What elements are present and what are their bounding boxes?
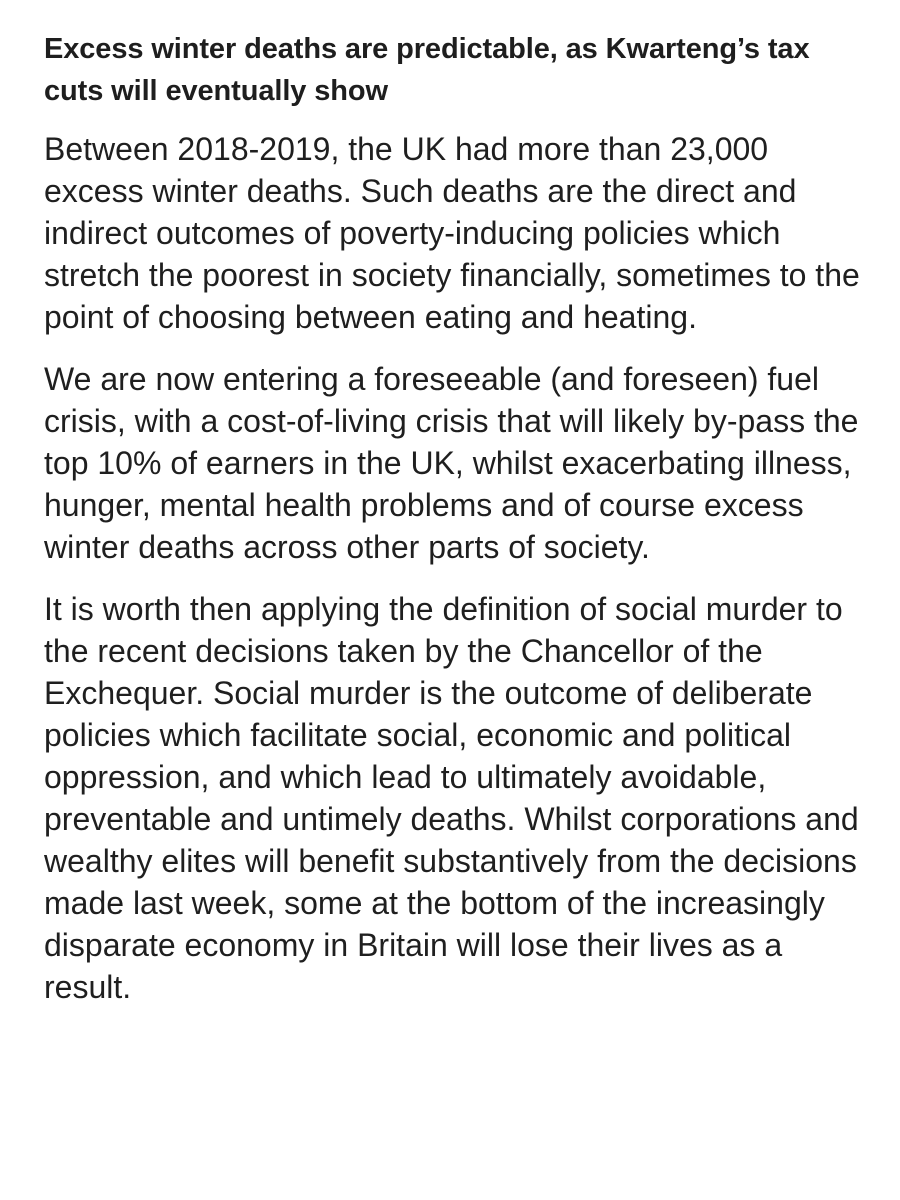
article-paragraph-1: Between 2018-2019, the UK had more than 23,000 excess winter deaths. Such deaths are the direct and indirect outcomes of poverty-inducing policies which stretch the poorest in society financially, sometimes to the point of choosing between eating and heating.: [44, 131, 860, 335]
article-body: [44, 28, 874, 1028]
article-paragraph-2: We are now entering a foreseeable (and foreseen) fuel crisis, with a cost-of-living crisis that will likely by-pass the top 10% of earners in the UK, whilst exacerbating illness, hunger, mental health problems and of course excess winter deaths across other parts of society.: [44, 361, 859, 565]
article-paragraph-3: It is worth then applying the definition of social murder to the recent decisions taken by the Chancellor of the Exchequer. Social murder is the outcome of deliberate policies which facilitate social, economic and political oppression, and which lead to ultimately avoidable, preventable and untimely deaths. Whilst corporations and wealthy elites will benefit substantively from the decisions made last week, some at the bottom of the increasingly disparate economy in Britain will lose their lives as a result.: [44, 591, 859, 1005]
article-headline: Excess winter deaths are predictable, as Kwarteng’s tax cuts will eventually show: [44, 33, 810, 107]
